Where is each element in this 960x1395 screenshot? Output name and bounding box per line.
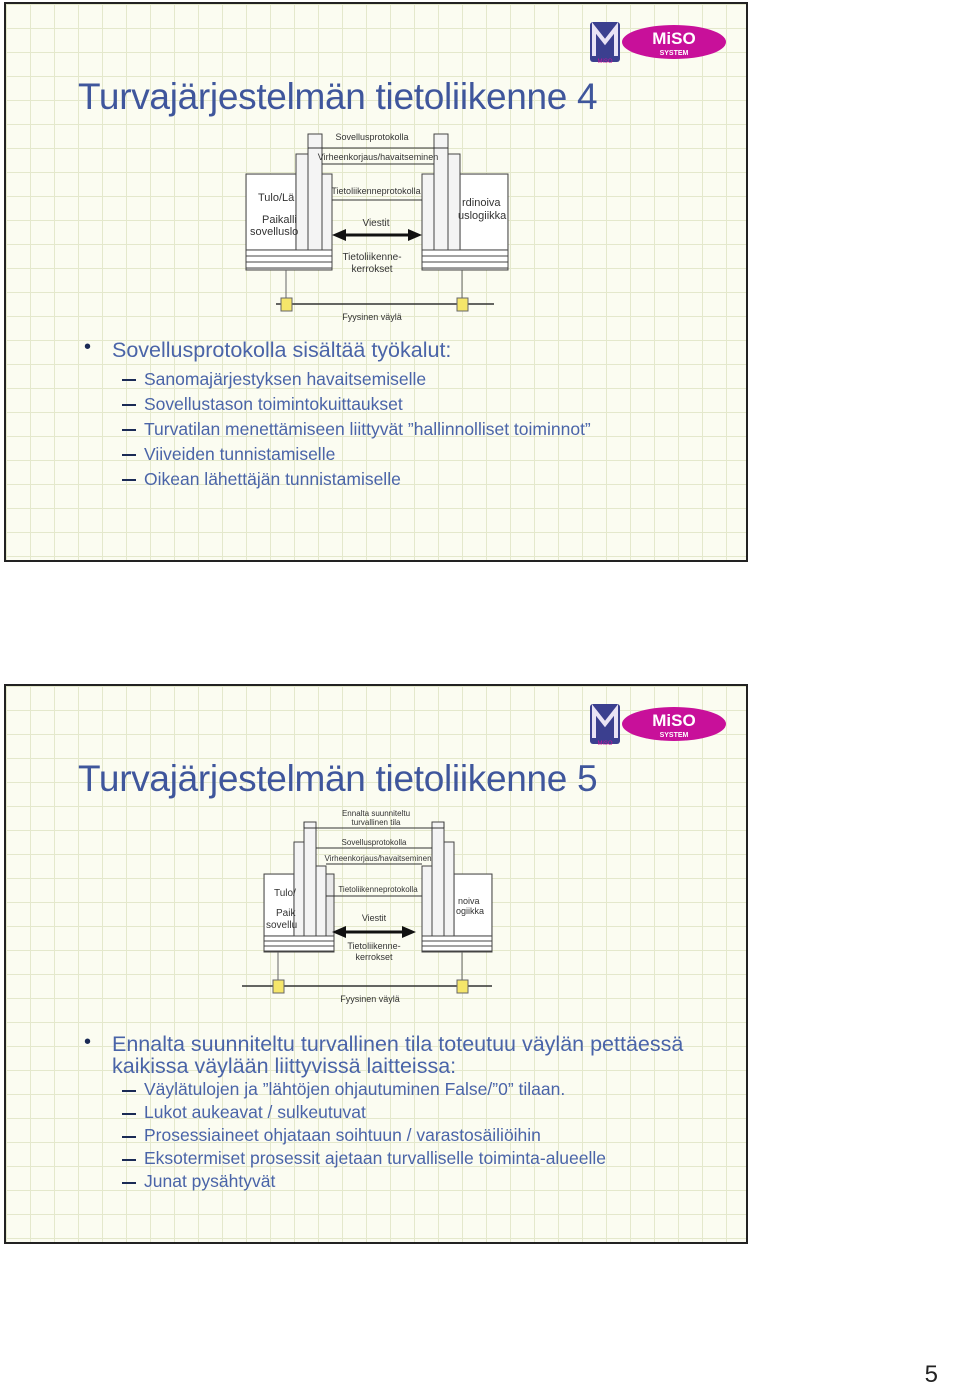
local-app-label-2: sovelluslo [250, 226, 299, 238]
svg-text:MiSO: MiSO [597, 59, 613, 64]
sub-bullet-item: Sanomajärjestyksen havaitsemiselle [78, 367, 591, 392]
comm-protocol-label: Tietoliikenneprotokolla [331, 186, 421, 196]
svg-text:MiSO: MiSO [652, 711, 696, 730]
layers-label-2: kerrokset [351, 264, 393, 275]
svg-text:MiSO: MiSO [652, 29, 696, 48]
slide-title: Turvajärjestelmän tietoliikenne 4 [78, 76, 598, 117]
messages-label: Viestit [361, 913, 387, 923]
bullet-list [78, 338, 591, 492]
layers-label-1: Tietoliikenne- [347, 941, 401, 951]
coordinating-label-1: noiva [458, 896, 480, 906]
layers-label-1: Tietoliikenne- [342, 252, 402, 263]
sub-bullet-item: Junat pysähtyvät [78, 1170, 683, 1193]
app-protocol-label: Sovellusprotokolla [341, 838, 407, 847]
sub-bullet-item: Oikean lähettäjän tunnistamiselle [78, 467, 591, 492]
slide-5 [4, 684, 748, 1244]
safe-state-label-2: turvallinen tila [351, 818, 401, 827]
layers-label-2: kerrokset [355, 952, 393, 962]
local-app-label-2: sovellu [266, 920, 298, 931]
sub-bullet-item: Turvatilan menettämiseen liittyvät ”hallinnolliset toiminnot” [78, 417, 591, 442]
io-label: Tulo/ [274, 888, 296, 899]
app-protocol-label: Sovellusprotokolla [335, 132, 409, 142]
comm-protocol-label: Tietoliikenneprotokolla [338, 885, 418, 894]
svg-text:SYSTEM: SYSTEM [659, 50, 689, 57]
page-number: 5 [924, 1361, 938, 1388]
local-app-label-1: Paik [276, 908, 296, 919]
physical-bus-label: Fyysinen väylä [340, 994, 400, 1004]
sub-bullet-item: Viiveiden tunnistamiselle [78, 442, 591, 467]
bullet-item: • Sovellusprotokolla sisältää työkalut: [78, 338, 591, 363]
physical-bus-label: Fyysinen väylä [342, 312, 402, 322]
coordinating-label-1: rdinoiva [462, 197, 501, 209]
sub-bullet-item: Lukot aukeavat / sulkeutuvat [78, 1101, 683, 1124]
slide-4 [4, 2, 748, 562]
protocol-diagram [6, 4, 748, 334]
safe-state-label-1: Ennalta suunniteltu [341, 809, 411, 818]
error-correction-label: Virheenkorjaus/havaitseminen [317, 152, 439, 162]
coordinating-label-2: uslogiikka [458, 210, 507, 222]
sub-bullet-item: Prosessiaineet ohjataan soihtuun / varastosäiliöihin [78, 1124, 683, 1147]
protocol-diagram [6, 686, 748, 1016]
sub-bullet-item: Eksotermiset prosessit ajetaan turvalliselle toiminta-alueelle [78, 1147, 683, 1170]
sub-bullet-item: Väylätulojen ja ”lähtöjen ohjautuminen False/”0” tilaan. [78, 1078, 683, 1101]
svg-text:MiSO: MiSO [597, 741, 613, 746]
messages-label: Viestit [362, 218, 390, 229]
sub-bullet-item: Sovellustason toimintokuittaukset [78, 392, 591, 417]
slide-title: Turvajärjestelmän tietoliikenne 5 [78, 758, 598, 799]
error-correction-label: Virheenkorjaus/havaitseminen [324, 854, 432, 863]
io-label: Tulo/Lä [258, 192, 295, 204]
bullet-item-continued: kaikissa väylään liittyvissä laitteissa: [112, 1054, 457, 1078]
coordinating-label-2: ogiikka [456, 906, 485, 916]
bullet-list [78, 1034, 683, 1193]
bullet-item: • Ennalta suunniteltu turvallinen tila toteutuu väylän pettäessä [78, 1034, 683, 1055]
local-app-label-1: Paikalli [262, 214, 297, 226]
svg-text:SYSTEM: SYSTEM [659, 732, 689, 739]
